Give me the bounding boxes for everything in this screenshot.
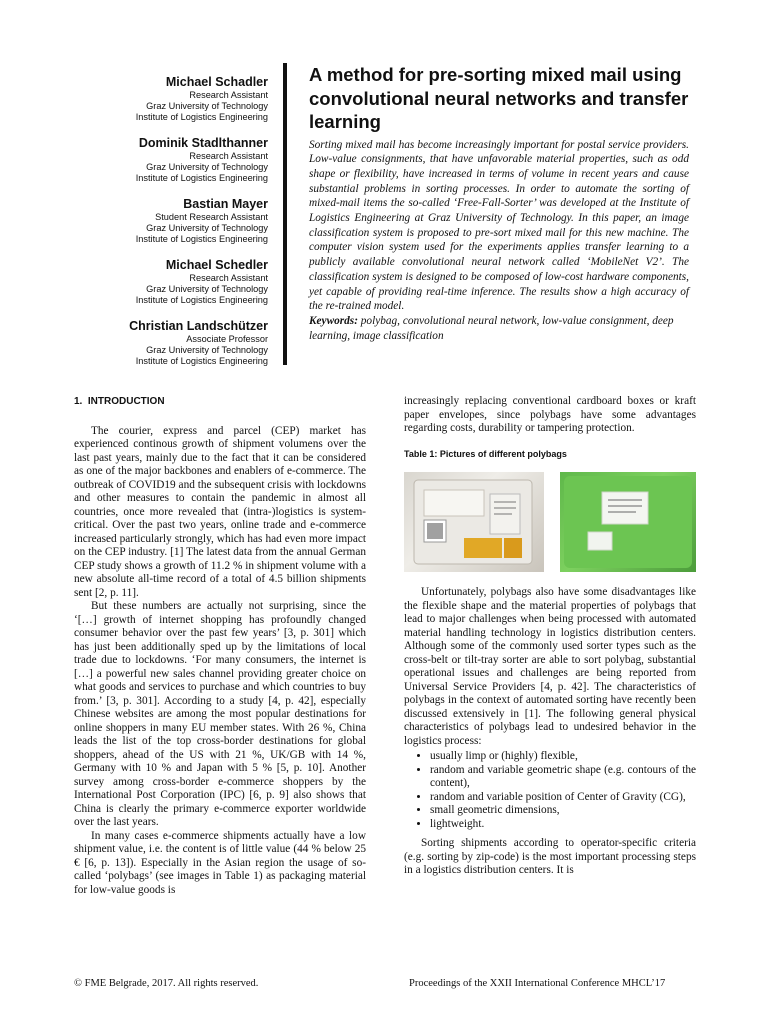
author-block <box>60 74 268 123</box>
polybag-pictures <box>404 472 696 572</box>
author-name: Christian Landschützer <box>129 319 268 333</box>
author-university: Graz University of Technology <box>146 101 268 111</box>
author-block <box>60 318 268 367</box>
list-item: • random and variable position of Center of Gravity (CG), <box>430 791 696 805</box>
author-position: Student Research Assistant <box>155 212 268 222</box>
author-institute: Institute of Logistics Engineering <box>135 356 268 366</box>
list-item: • lightweight. <box>430 818 696 832</box>
paper-title: A method for pre-sorting mixed mail using convolutional neural networks and transfer learning <box>309 64 689 132</box>
footer-copyright: © FME Belgrade, 2017. All rights reserved. <box>74 978 259 989</box>
polybag-photo-green <box>560 472 696 572</box>
characteristics-list <box>404 750 696 831</box>
author-position: Research Assistant <box>189 90 268 100</box>
author-position: Associate Professor <box>186 334 268 344</box>
author-name: Michael Schedler <box>165 258 268 272</box>
section-heading: 1. INTRODUCTION <box>74 396 165 407</box>
footer-proceedings: Proceedings of the XXII International Conference MHCL’17 <box>409 978 666 989</box>
author-institute: Institute of Logistics Engineering <box>135 295 268 305</box>
author-institute: Institute of Logistics Engineering <box>135 234 268 244</box>
keywords-text: polybag, convolutional neural network, low-value consignment, deep learning, image classification <box>309 314 674 342</box>
body-paragraph: In many cases e-commerce shipments actually have a low shipment value, i.e. the content is of little value (44 % below 25 € [6, p. 13]). Especially in the Asian region the usage of so-called ‘polybags’ (see images in Table 1) as packaging material for low-value goods is <box>74 829 366 896</box>
author-block <box>60 196 268 245</box>
author-institute: Institute of Logistics Engineering <box>135 112 268 122</box>
author-university: Graz University of Technology <box>146 162 268 172</box>
author-name: Michael Schadler <box>165 75 268 89</box>
list-item: • random and variable geometric shape (e.g. contours of the content), <box>430 764 696 791</box>
keywords <box>309 314 689 343</box>
body-paragraph: Unfortunately, polybags also have some disadvantages like the flexible shape and the material properties of polybags that lead to major challenges when being processed with automated material handling technology in logistics distribution centers. Although some of the commonly used sorter types such as the cross-belt or tilt-tray sorter are able to sort polybag, substantial operational issues and challenges are being reported from Universal Service Providers [4, p. 42]. The characteristics of polybags in the context of automated sorting have recently been discussed extensively in [1]. The following general physical characteristics of polybags lead to undesired behavior in the logistics process: <box>404 586 696 747</box>
author-position: Research Assistant <box>189 151 268 161</box>
author-position: Research Assistant <box>189 273 268 283</box>
right-column <box>404 395 696 878</box>
left-column <box>74 395 366 897</box>
author-list <box>60 74 268 379</box>
author-university: Graz University of Technology <box>146 345 268 355</box>
polybag-photo-white <box>404 472 544 572</box>
body-paragraph: Sorting shipments according to operator-specific criteria (e.g. sorting by zip-code) is the most important processing steps in a logistics distribution centers. It is <box>404 837 696 876</box>
author-name: Bastian Mayer <box>183 197 268 211</box>
body-paragraph: The courier, express and parcel (CEP) market has experienced continous growth of shipment volumens over the last past years, mainly due to the fact that it can be considered as one of the major backbones and enablers of e-commerce. The outbreak of COVID19 and the subsequent crisis with lockdowns and other measures to contain the pandemic in almost all countries, once more revealed that (intra-)logistics is system-critical. Over the past two years, online trade and e-commerce increased particularly strongly, which has had even more impact on the CEP industry. [1] The latest data from the annual German CEP study shows a growth of 11.2 % in shipment volume with a new absolute all-time record of a total of 4.5 billion shipments sent [2, p. 11]. <box>74 424 366 599</box>
author-institute: Institute of Logistics Engineering <box>135 173 268 183</box>
list-item: • small geometric dimensions, <box>430 804 696 818</box>
author-name: Dominik Stadlthanner <box>138 136 268 150</box>
body-paragraph: increasingly replacing conventional cardboard boxes or kraft paper envelopes, since polybags have some advantages regarding costs, durability or tampering protection. <box>404 395 696 434</box>
keywords-label: Keywords: <box>309 314 358 327</box>
body-paragraph: But these numbers are actually not surprising, since the ‘[…] growth of internet shopping has profoundly changed consumer behavior over the past few years’ [3, p. 301] which has just been additionally sped up by the limitations of local trade due to lockdowns. ‘For many consumers, the internet is […] a powerful new sales channel providing greater choice on what goods and services to purchase and which countries to buy from.’ [3, p. 301]. According to a study [4, p. 42], especially Chinese websites are among the most popular destinations for online shoppers in many EU member states. With 26 %, China leads the list of the top cross-border destinations for global shoppers, ahead of the US with 21 %, UK/GB with 14 %, Germany with 10 % and Japan with 5 % [5, p. 10]. Another survey among cross-border e-commerce shoppers by the International Post Corporation (IPC) [6, p. 9] also shows that China is clearly the primary e-commerce exporter worldwide over the last years. <box>74 600 366 828</box>
list-item: • usually limp or (highly) flexible, <box>430 750 696 764</box>
paper-header <box>309 63 689 343</box>
author-block <box>60 135 268 184</box>
author-block <box>60 257 268 306</box>
author-university: Graz University of Technology <box>146 223 268 233</box>
abstract: Sorting mixed mail has become increasingly important for postal service providers. Low-value consignments, that have unfavorable material properties, such as odd shape or flexibility, have increased in terms of volume in recent years and cause substantial problems in sorting processes. In order to automate the sorting of mixed-mail items the so-called ‘Free-Fall-Sorter’ was developed at the Institute of Logistics Engineering at Graz University of Technology. In this paper, an image classification system is proposed to pre-sort mixed mail for this new machine. The computer vision system used for the experiments applies transfer learning to a publicly available convolutional neural network called ‘MobileNet V2’. The classification system is designed to be composed of low-cost hardware components, yet capable of providing real-time inference. The results show a high accuracy of the re-trained model. <box>309 138 689 313</box>
table-caption: Table 1: Pictures of different polybags <box>404 448 567 459</box>
header-divider-bar <box>283 63 287 365</box>
author-university: Graz University of Technology <box>146 284 268 294</box>
